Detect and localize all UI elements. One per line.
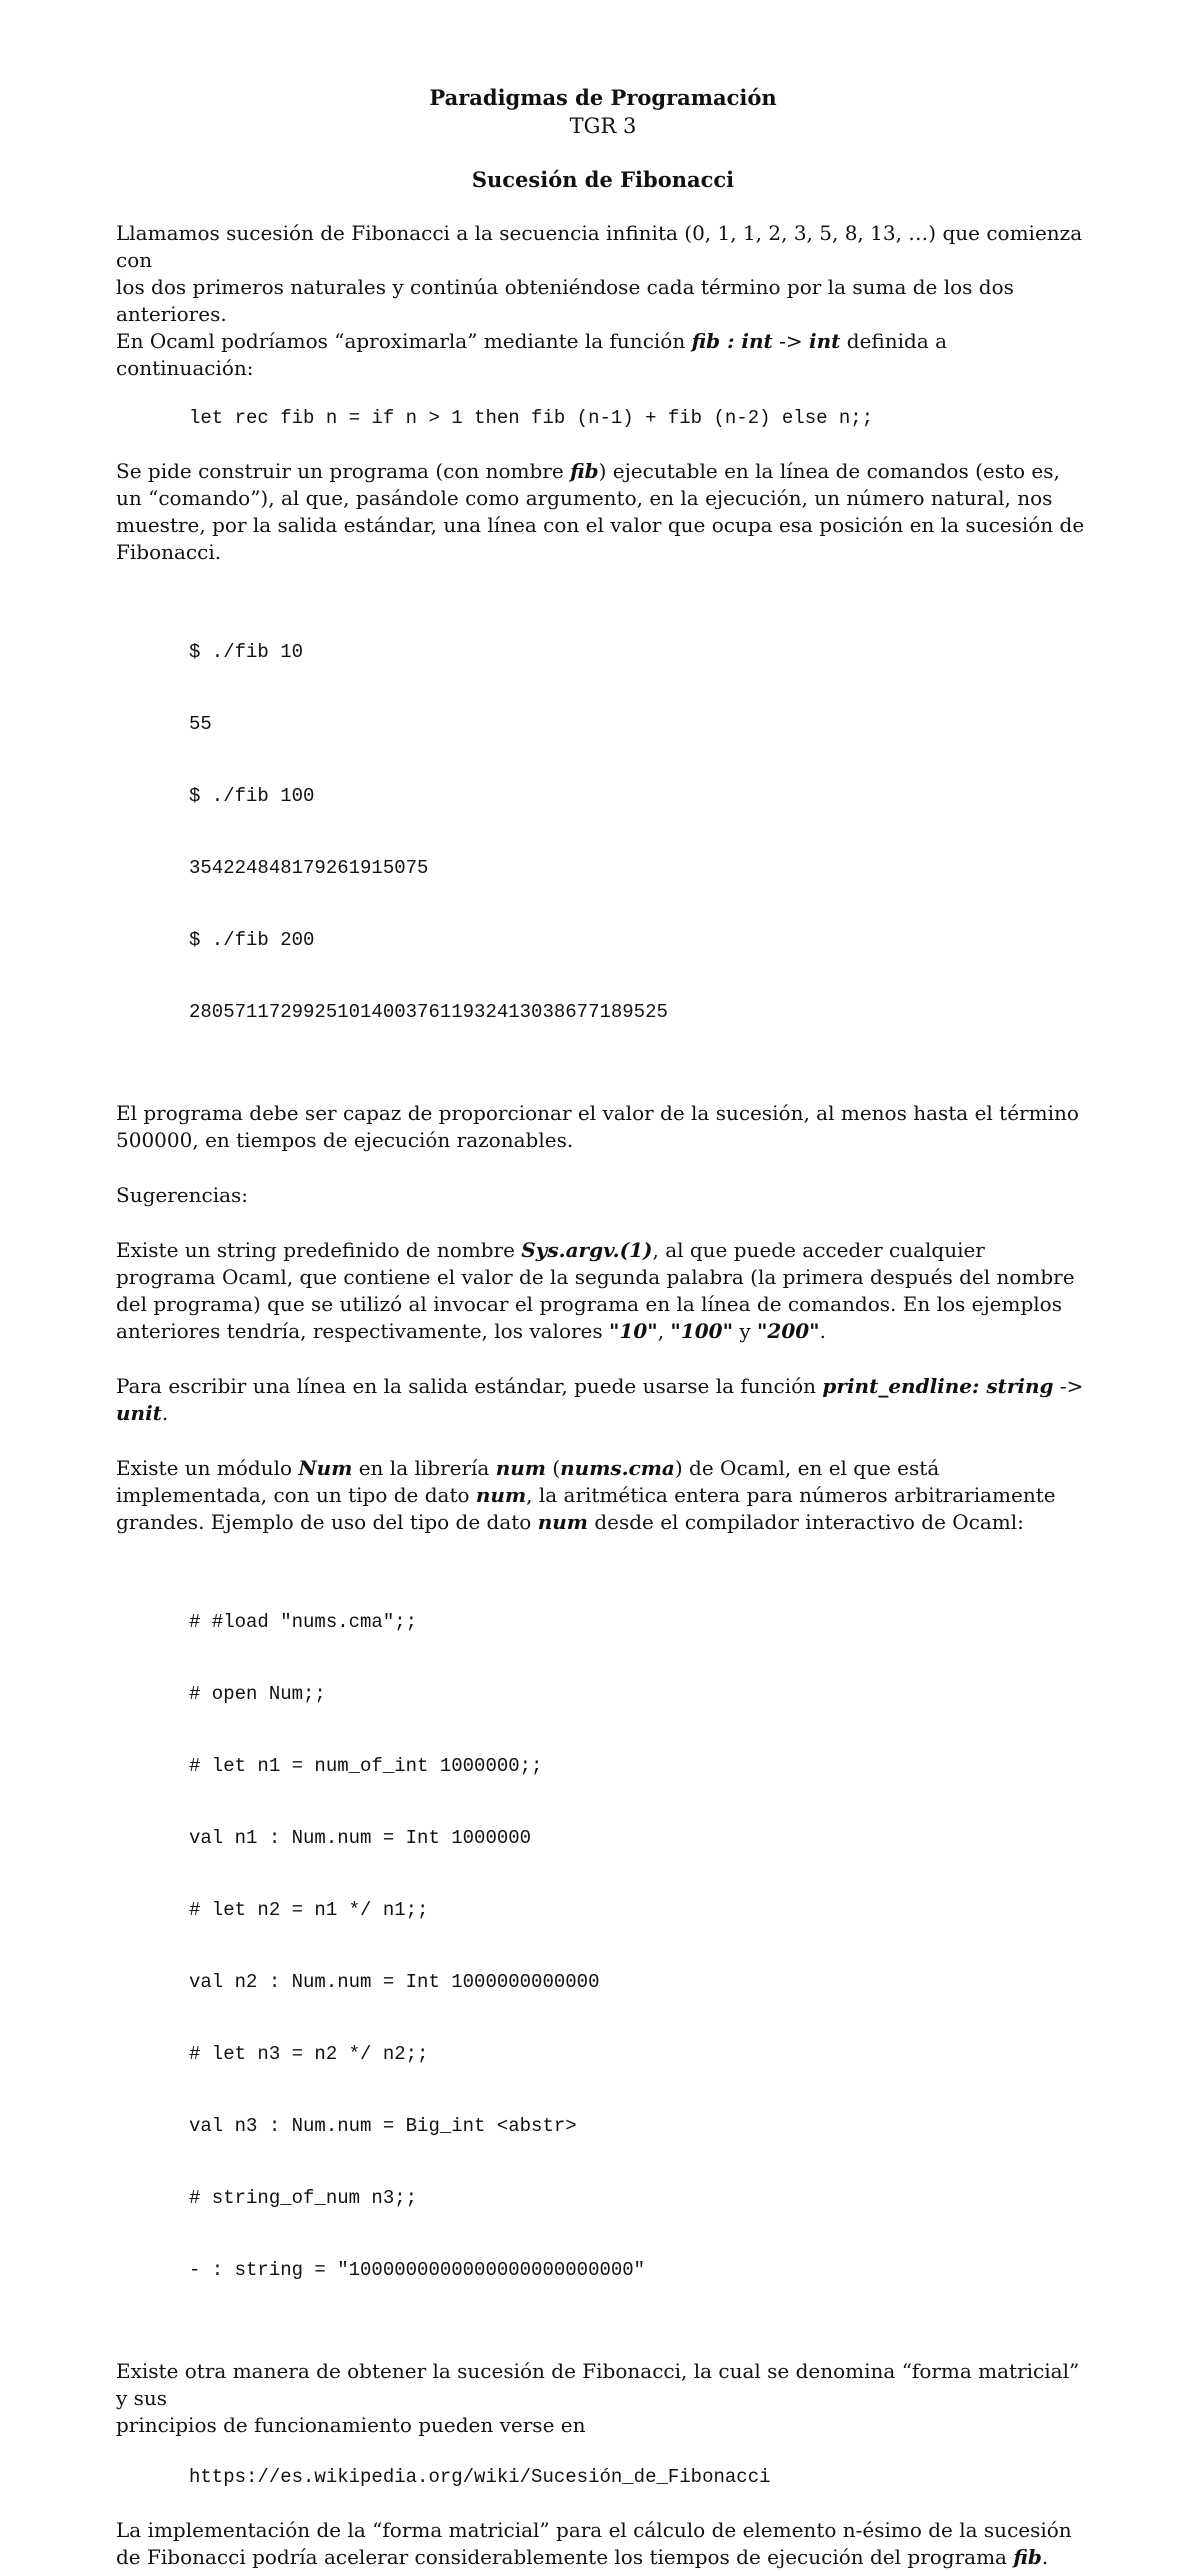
program-name: fib — [570, 459, 599, 483]
task-paragraph — [116, 458, 1090, 566]
toplevel-line: val n1 : Num.num = Int 1000000 — [189, 1827, 532, 1849]
print-function: print_endline: string — [822, 1374, 1054, 1398]
example-line: $ ./fib 10 — [189, 641, 304, 663]
example-line: 354224848179261915075 — [189, 857, 429, 879]
print-text-a: Para escribir una línea en la salida estándar, puede usarse la función — [116, 1374, 823, 1398]
closing-program-name: fib — [1013, 2545, 1042, 2569]
print-return-type: unit — [116, 1401, 162, 1425]
intro-line-1: Llamamos sucesión de Fibonacci a la secuencia infinita (0, 1, 1, 2, 3, 5, 8, 13, …) que comienza con — [116, 221, 1083, 272]
num-module-name: Num — [298, 1456, 353, 1480]
toplevel-line: # let n1 = num_of_int 1000000;; — [189, 1755, 543, 1777]
argv-value-100: "100" — [670, 1319, 733, 1343]
document-title: Paradigmas de Programación — [429, 85, 777, 110]
argv-text-a: Existe un string predefinido de nombre — [116, 1238, 522, 1262]
closing-paragraph — [116, 2517, 1090, 2571]
argv-text-b: , al que puede acceder cualquier programa Ocaml, que contiene el valor de la segunda palabra (la primera después del nombre del programa) que se utilizó al invocar el programa en la línea de comandos. En los ejemplos anteriores tendría, respectivamente, los valores — [116, 1238, 1075, 1343]
toplevel-line: # string_of_num n3;; — [189, 2187, 418, 2209]
argv-end: . — [819, 1319, 826, 1343]
argv-sep-2: y — [733, 1319, 758, 1343]
toplevel-line: - : string = "1000000000000000000000000" — [189, 2259, 646, 2281]
num-type-2: num — [537, 1510, 588, 1534]
section-title: Sucesión de Fibonacci — [471, 167, 735, 192]
toplevel-line: # let n2 = n1 */ n1;; — [189, 1899, 429, 1921]
matrix-line-2: principios de funcionamiento pueden verse en — [116, 2413, 586, 2437]
toplevel-line: # let n3 = n2 */ n2;; — [189, 2043, 429, 2065]
argv-name: Sys.argv.(1) — [521, 1238, 653, 1262]
toplevel-line: # open Num;; — [189, 1683, 326, 1705]
toplevel-session-code — [189, 1562, 1090, 2330]
closing-text: La implementación de la “forma matricial” para el cálculo de elemento n-ésimo de la sucesión de Fibonacci podría acelerar considerablemente los tiempos de ejecución del programa — [116, 2518, 1072, 2569]
num-text-e: , la aritmética entera para números arbitrariamente grandes. Ejemplo de uso del tipo de dato — [116, 1483, 1056, 1534]
intro-line-3-text: En Ocaml podríamos “aproximarla” mediante la función — [116, 329, 692, 353]
num-text-c: ( — [545, 1456, 561, 1480]
num-type-1: num — [475, 1483, 527, 1507]
argv-value-10: "10" — [609, 1319, 658, 1343]
num-text-d: ) de Ocaml, en el que está implementada, con un tipo de dato — [116, 1456, 940, 1507]
toplevel-line: # #load "nums.cma";; — [189, 1611, 418, 1633]
intro-line-3-end: definida a continuación: — [116, 329, 948, 380]
requirement-paragraph: El programa debe ser capaz de proporcionar el valor de la sucesión, al menos hasta el término 500000, en tiempos de ejecución razonables. — [116, 1101, 1079, 1152]
num-module-paragraph — [116, 1455, 1090, 1536]
print-end: . — [161, 1401, 169, 1425]
print-paragraph — [116, 1373, 1090, 1427]
closing-end: . — [1041, 2545, 1049, 2569]
fib-definition-code: let rec fib n = if n > 1 then fib (n-1) + fib (n-2) else n;; — [189, 407, 874, 429]
intro-line-2: los dos primeros naturales y continúa obteniéndose cada término por la suma de los dos anteriores. — [116, 275, 1014, 326]
toplevel-line: val n3 : Num.num = Big_int <abstr> — [189, 2115, 577, 2137]
argv-value-200: "200" — [757, 1319, 820, 1343]
num-text-a: Existe un módulo — [116, 1456, 299, 1480]
fib-signature-arrow: -> — [772, 329, 810, 353]
task-text-b: ) ejecutable en la línea de comandos (esto es, un “comando”), al que, pasándole como argumento, en la ejecución, un número natural, nos muestre, por la salida estándar, una línea con el valor que ocupa esa posición en la sucesión de Fibonacci. — [116, 459, 1085, 564]
matrix-paragraph — [116, 2358, 1090, 2439]
fib-signature-ret: int — [809, 329, 841, 353]
num-text-f: desde el compilador interactivo de Ocaml: — [587, 1510, 1024, 1534]
fib-signature-arg: fib : int — [691, 329, 773, 353]
example-line: $ ./fib 100 — [189, 785, 315, 807]
example-line: 280571172992510140037611932413038677189525 — [189, 1001, 668, 1023]
matrix-line-1: Existe otra manera de obtener la sucesión de Fibonacci, la cual se denomina “forma matricial” y sus — [116, 2359, 1080, 2410]
toplevel-line: val n2 : Num.num = Int 1000000000000 — [189, 1971, 600, 1993]
print-arrow: -> — [1053, 1374, 1084, 1398]
example-line: $ ./fib 200 — [189, 929, 315, 951]
examples-code — [189, 592, 1090, 1072]
task-text-a: Se pide construir un programa (con nombre — [116, 459, 571, 483]
suggestions-label: Sugerencias: — [116, 1183, 249, 1207]
argv-sep-1: , — [657, 1319, 671, 1343]
argv-paragraph — [116, 1237, 1090, 1345]
intro-paragraph — [116, 220, 1090, 382]
document-subtitle: TGR 3 — [569, 114, 637, 138]
wikipedia-url: https://es.wikipedia.org/wiki/Sucesión_de_Fibonacci — [189, 2466, 771, 2488]
example-line: 55 — [189, 713, 212, 735]
num-library-name: num — [495, 1456, 546, 1480]
nums-cma: nums.cma — [560, 1456, 675, 1480]
num-text-b: en la librería — [352, 1456, 496, 1480]
